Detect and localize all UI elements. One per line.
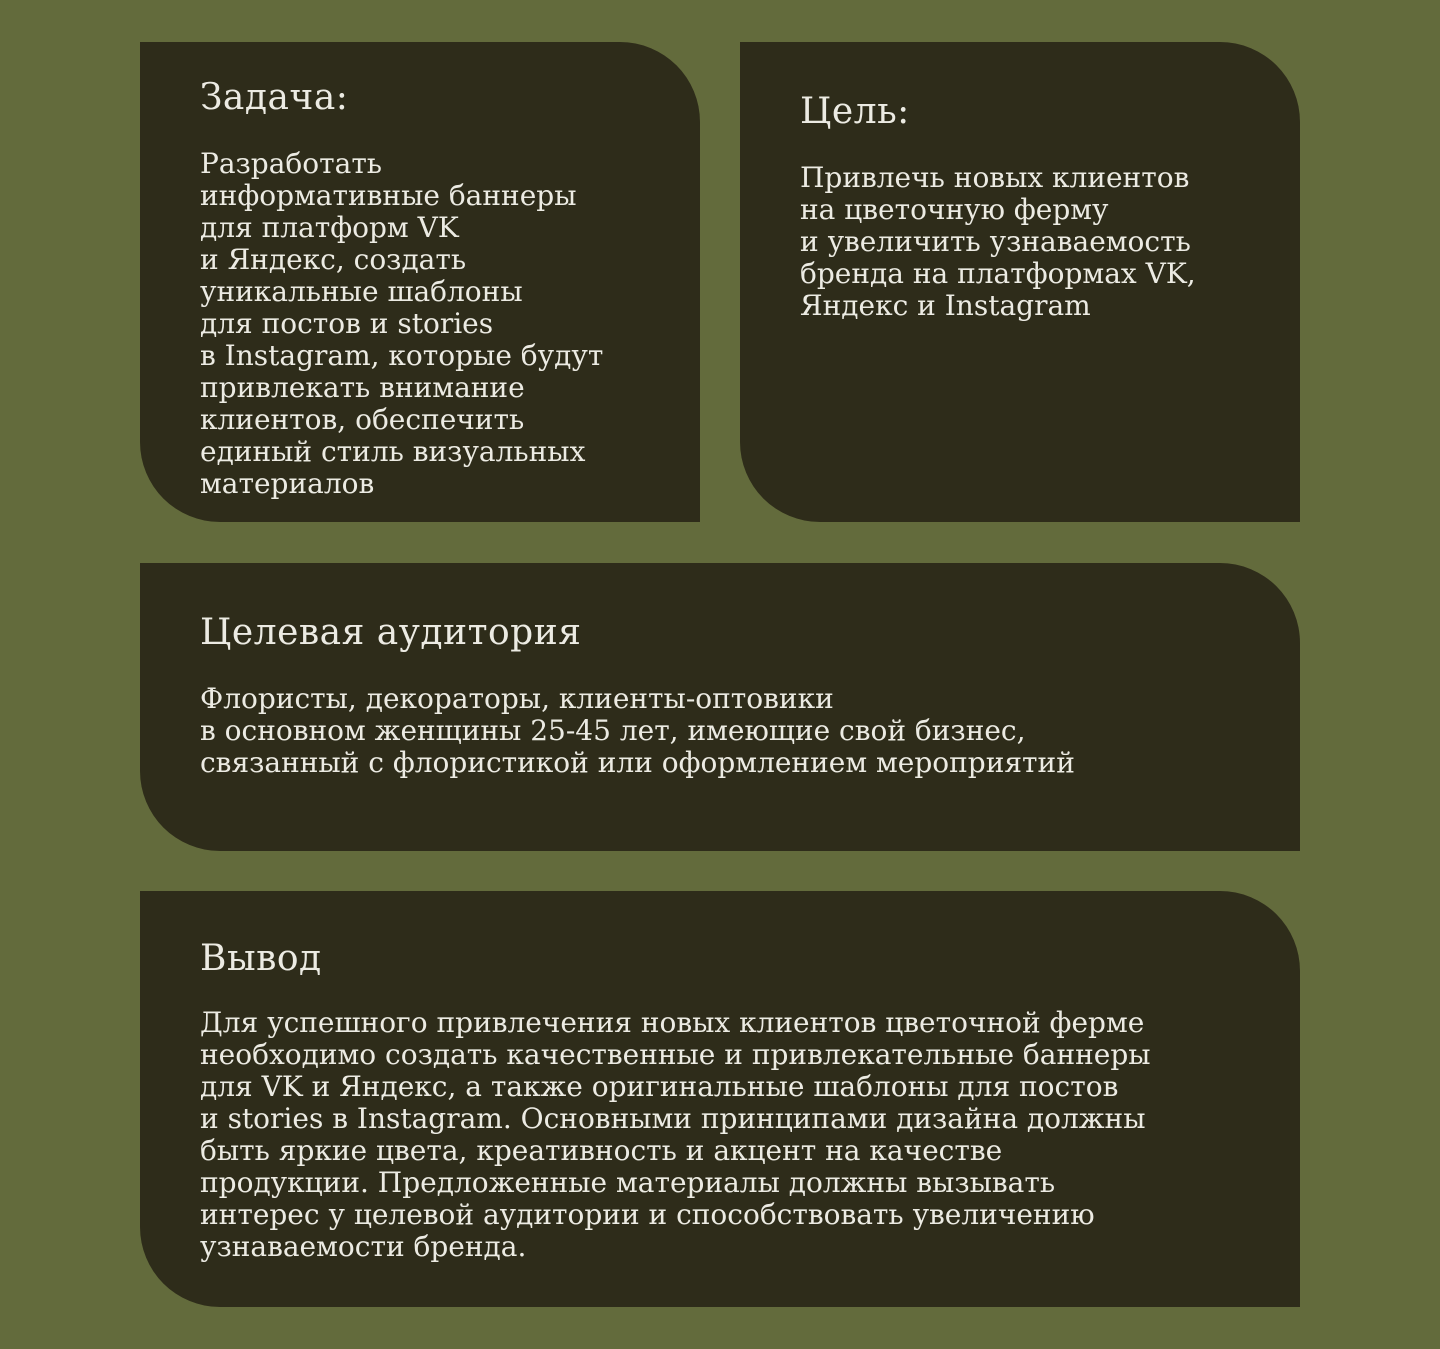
task-title: Задача:	[200, 77, 349, 118]
task-text: Разработать информативные баннеры для платформ VK и Яндекс, создать уникальные шаблоны для постов и stories в Instagram, которые будут привлекать внимание клиентов, обеспечить единый стиль визуальных материалов	[200, 146, 604, 500]
audience-title: Целевая аудитория	[200, 612, 582, 653]
goal-card	[740, 42, 1300, 522]
audience-text: Флористы, декораторы, клиенты-оптовики в основном женщины 25-45 лет, имеющие свой бизнес, связанный с флористикой или оформлением мероприятий	[200, 681, 1075, 779]
audience-card	[140, 563, 1300, 851]
conclusion-title: Вывод	[200, 938, 322, 979]
conclusion-text: Для успешного привлечения новых клиентов цветочной ферме необходимо создать качественные и привлекательные баннеры для VK и Яндекс, а также оригинальные шаблоны для постов и stories в Instagram. Основными принципами дизайна должны быть яркие цвета, креативность и акцент на качестве продукции. Предложенные материалы должны вызывать интерес у целевой аудитории и способствовать увеличению узнаваемости бренда.	[200, 1005, 1151, 1263]
task-card	[140, 42, 700, 522]
conclusion-card	[140, 891, 1300, 1307]
goal-text: Привлечь новых клиентов на цветочную ферму и увеличить узнаваемость бренда на платформах VK, Яндекс и Instagram	[800, 160, 1196, 322]
goal-title: Цель:	[800, 91, 910, 132]
